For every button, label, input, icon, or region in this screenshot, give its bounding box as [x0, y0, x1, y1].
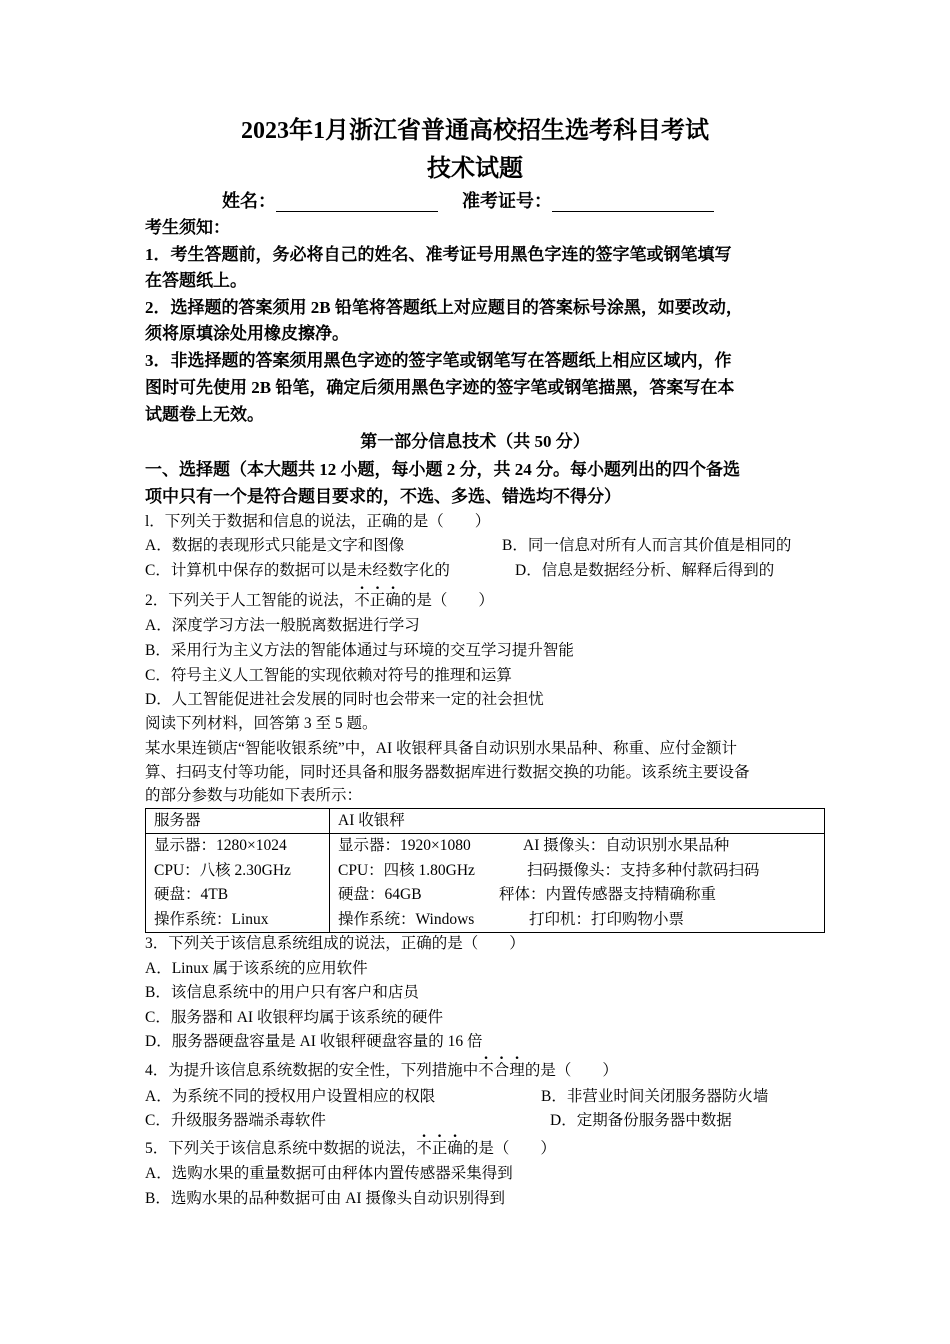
emphasis-char: 正 [369, 592, 386, 609]
material-paragraph-cont2: 的部分参数与功能如下表所示： [145, 787, 363, 804]
q2-option-c: C．符号主义人工智能的实现依赖对符号的推理和运算 [145, 667, 512, 684]
emphasis-char: 正 [431, 1140, 448, 1157]
server-spec: 显示器：1280×1024 [154, 837, 287, 854]
q2-option-a: A．深度学习方法一般脱离数据进行学习 [145, 617, 420, 634]
material-intro: 阅读下列材料，回答第 3 至 5 题。 [145, 715, 378, 732]
exam-title: 2023年1月浙江省普通高校招生选考科目考试 [241, 118, 709, 144]
q5-stem: 5．下列关于该信息系统中数据的说法，不正确的是（ ） [145, 1140, 556, 1157]
material-paragraph: 某水果连锁店“智能收银系统”中，AI 收银秤具备自动识别水果品种、称重、应付金额计 [145, 740, 737, 757]
device-spec-table [145, 808, 825, 933]
server-specs-cell [146, 834, 330, 933]
q4-option-c: C．升级服务器端杀毒软件 [145, 1112, 326, 1129]
scale-spec: 操作系统：Windows 打印机：打印购物小票 [338, 910, 685, 928]
emphasis-char: 不 [478, 1062, 494, 1079]
name-label: 姓名： [222, 191, 276, 211]
emphasis-char: 确 [447, 1140, 463, 1157]
id-label: 准考证号： [462, 191, 552, 211]
id-blank [552, 193, 714, 212]
notice-item-3-cont2: 试题卷上无效。 [145, 405, 264, 424]
emphasis-char: 确 [385, 592, 401, 609]
q3-option-c: C．服务器和 AI 收银秤均属于该系统的硬件 [145, 1009, 443, 1026]
q5-option-b: B．选购水果的品种数据可由 AI 摄像头自动识别得到 [145, 1190, 505, 1207]
q1-option-a: A．数据的表现形式只能是文字和图像 [145, 537, 405, 554]
q5-option-a: A．选购水果的重量数据可由秤体内置传感器采集得到 [145, 1165, 513, 1182]
q3-option-b: B．该信息系统中的用户只有客户和店员 [145, 984, 419, 1001]
candidate-info-row [222, 190, 738, 212]
q4-stem: 4．为提升该信息系统数据的安全性，下列措施中不合理的是（ ） [145, 1062, 618, 1079]
q3-option-a: A．Linux 属于该系统的应用软件 [145, 960, 368, 977]
notice-item-2: 2．选择题的答案须用 2B 铅笔将答题纸上对应题目的答案标号涂黑，如要改动， [145, 298, 743, 317]
q4-option-d: D．定期备份服务器中数据 [550, 1112, 732, 1129]
emphasis-char: 合 [493, 1062, 510, 1079]
q3-option-d: D．服务器硬盘容量是 AI 收银秤硬盘容量的 16 倍 [145, 1033, 483, 1050]
notice-item-1-cont: 在答题纸上。 [145, 271, 247, 290]
q2-option-d: D．人工智能促进社会发展的同时也会带来一定的社会担忧 [145, 691, 544, 708]
q4-option-a: A．为系统不同的授权用户设置相应的权限 [145, 1088, 436, 1105]
table-row [146, 834, 825, 933]
q2-option-b: B．采用行为主义方法的智能体通过与环境的交互学习提升智能 [145, 642, 574, 659]
scale-spec: 显示器：1920×1080 AI 摄像头：自动识别水果品种 [338, 837, 730, 854]
emphasis-char: 理 [509, 1062, 525, 1079]
mc-instructions-cont: 项中只有一个是符合题目要求的，不选、多选、错选均不得分） [145, 487, 621, 506]
q3-stem: 3．下列关于该信息系统组成的说法，正确的是（ ） [145, 935, 525, 952]
notice-item-2-cont: 须将原填涂处用橡皮擦净。 [145, 324, 349, 343]
table-header-ai-scale: AI 收银秤 [330, 809, 825, 834]
notice-heading: 考生须知： [145, 218, 230, 237]
q1-option-d: D．信息是数据经分析、解释后得到的 [515, 562, 775, 579]
emphasis-char: 不 [416, 1140, 432, 1157]
q2-stem: 2．下列关于人工智能的说法，不正确的是（ ） [145, 592, 494, 609]
table-header-server: 服务器 [146, 809, 330, 834]
server-spec: 硬盘：4TB [154, 886, 229, 903]
server-spec: CPU：八核 2.30GHz [154, 861, 291, 879]
scale-spec: 硬盘：64GB 秤体：内置传感器支持精确称重 [338, 886, 717, 903]
material-paragraph-cont: 算、扫码支付等功能，同时还具备和服务器数据库进行数据交换的功能。该系统主要设备 [145, 764, 750, 781]
name-blank [276, 193, 438, 212]
scale-spec: CPU：四核 1.80GHz 扫码摄像头：支持多种付款码扫码 [338, 861, 760, 879]
notice-item-3-cont: 图时可先使用 2B 铅笔，确定后须用黑色字迹的签字笔或钢笔描黑，答案写在本 [145, 378, 735, 397]
mc-instructions: 一、选择题（本大题共 12 小题，每小题 2 分，共 24 分。每小题列出的四个备选 [145, 460, 740, 479]
server-spec: 操作系统：Linux [154, 910, 269, 928]
part-title: 第一部分信息技术（共 50 分） [360, 432, 590, 451]
table-header-row [146, 809, 825, 834]
q1-option-b: B．同一信息对所有人而言其价值是相同的 [502, 537, 792, 554]
q1-stem: l．下列关于数据和信息的说法，正确的是（ ） [145, 513, 491, 530]
notice-item-1: 1．考生答题前，务必将自己的姓名、准考证号用黑色字连的签字笔或钢笔填写 [145, 245, 732, 264]
q1-option-c: C．计算机中保存的数据可以是未经数字化的 [145, 562, 450, 579]
subject-title: 技术试题 [427, 156, 523, 182]
emphasis-char: 不 [354, 592, 370, 609]
notice-item-3: 3．非选择题的答案须用黑色字迹的签字笔或钢笔写在答题纸上相应区域内，作 [145, 351, 732, 370]
ai-scale-specs-cell [330, 834, 825, 933]
q4-option-b: B．非营业时间关闭服务器防火墙 [541, 1088, 769, 1105]
